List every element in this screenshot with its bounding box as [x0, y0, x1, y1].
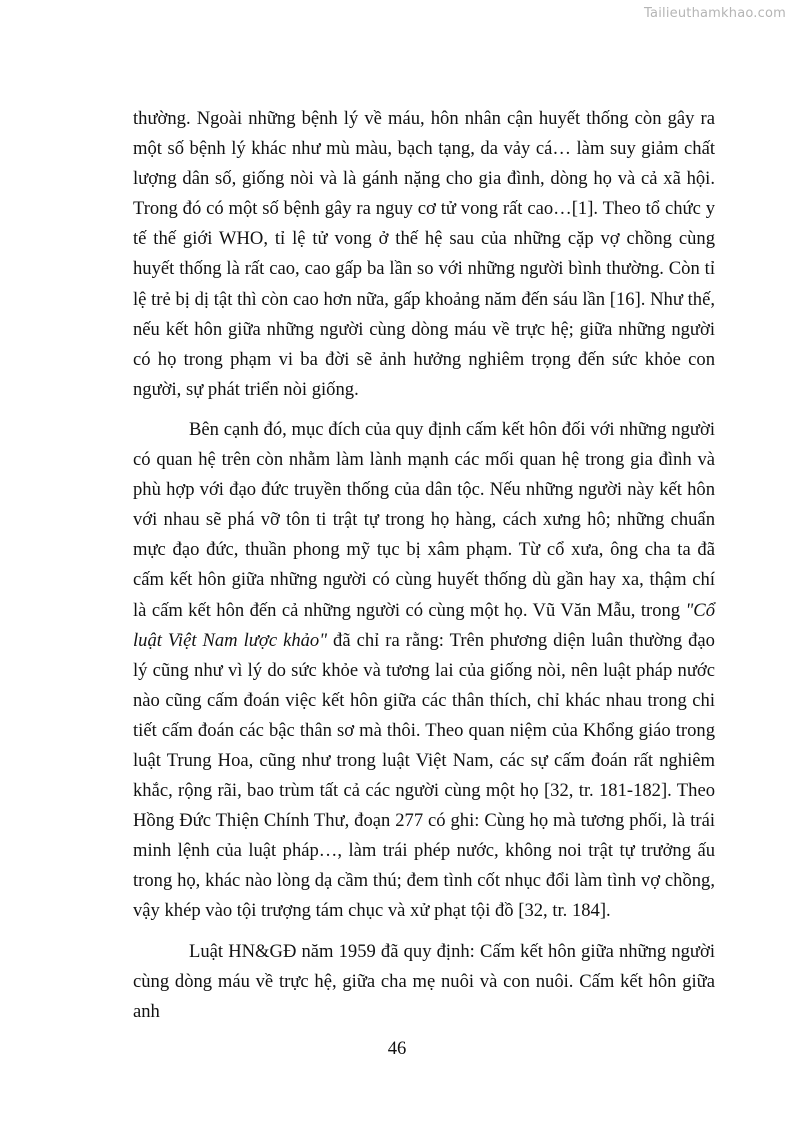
paragraph-2-text-before: Bên cạnh đó, mục đích của quy định cấm kết hôn đối với những người có quan hệ trên còn nhằm làm lành mạnh các mối quan hệ trong gia đình và phù hợp với đạo đức truyền thống của dân tộc. Nếu những người này kết hôn với nhau sẽ phá vỡ tôn ti trật tự trong họ hàng, cách xưng hô; những chuẩn mực đạo đức, thuần phong mỹ tục bị xâm phạm. Từ cổ xưa, ông cha ta đã cấm kết hôn giữa những người có cùng huyết thống dù gần hay xa, thậm chí là cấm kết hôn đến cả những người có cùng một họ. Vũ Văn Mẫu, trong [133, 418, 715, 621]
paragraph-2 [133, 415, 715, 927]
paragraph-2-text-after: đã chỉ ra rằng: Trên phương diện luân thường đạo lý cũng như vì lý do sức khỏe và tương lai của giống nòi, nên luật pháp nước nào cũng cấm đoán việc kết hôn giữa các thân thích, chỉ khác nhau trong chi tiết cấm đoán các bậc thân sơ mà thôi. Theo quan niệm của Khổng giáo trong luật Trung Hoa, cũng như trong luật Việt Nam, các sự cấm đoán rất nghiêm khắc, rộng rãi, bao trùm tất cả các người cùng một họ [32, tr. 181-182]. Theo Hồng Đức Thiện Chính Thư, đoạn 277 có ghi: Cùng họ mà tương phối, là trái minh lệnh của luật pháp…, làm trái phép nước, không noi trật tự trưởng ấu trong họ, khác nào lòng dạ cầm thú; đem tình cốt nhục đổi làm tình vợ chồng, vậy khép vào tội trượng tám chục và xử phạt tội đồ [32, tr. 184]. [133, 629, 715, 922]
book-title: "Cổ luật Việt Nam lược khảo" [133, 599, 715, 651]
page-number: 46 [387, 1038, 407, 1059]
watermark: Tailieuthamkhao.com [644, 6, 786, 21]
page-body [133, 104, 715, 1037]
paragraph-3: Luật HN&GĐ năm 1959 đã quy định: Cấm kết hôn giữa những người cùng dòng máu về trực hệ, giữa cha mẹ nuôi và con nuôi. Cấm kết hôn giữa anh [133, 940, 715, 1022]
paragraph-1: thường. Ngoài những bệnh lý về máu, hôn nhân cận huyết thống còn gây ra một số bệnh lý khác như mù màu, bạch tạng, da vảy cá… làm suy giảm chất lượng dân số, giống nòi và là gánh nặng cho gia đình, dòng họ và cả xã hội. Trong đó có một số bệnh gây ra nguy cơ tử vong rất cao…[1]. Theo tổ chức y tế thế giới WHO, tỉ lệ tử vong ở thế hệ sau của những cặp vợ chồng cùng huyết thống là rất cao, cao gấp ba lần so với những người bình thường. Còn tỉ lệ trẻ bị dị tật thì còn cao hơn nữa, gấp khoảng năm đến sáu lần [16]. Như thế, nếu kết hôn giữa những người cùng dòng máu về trực hệ; giữa những người có họ trong phạm vi ba đời sẽ ảnh hưởng nghiêm trọng đến sức khỏe con người, sự phát triển nòi giống. [133, 108, 715, 400]
